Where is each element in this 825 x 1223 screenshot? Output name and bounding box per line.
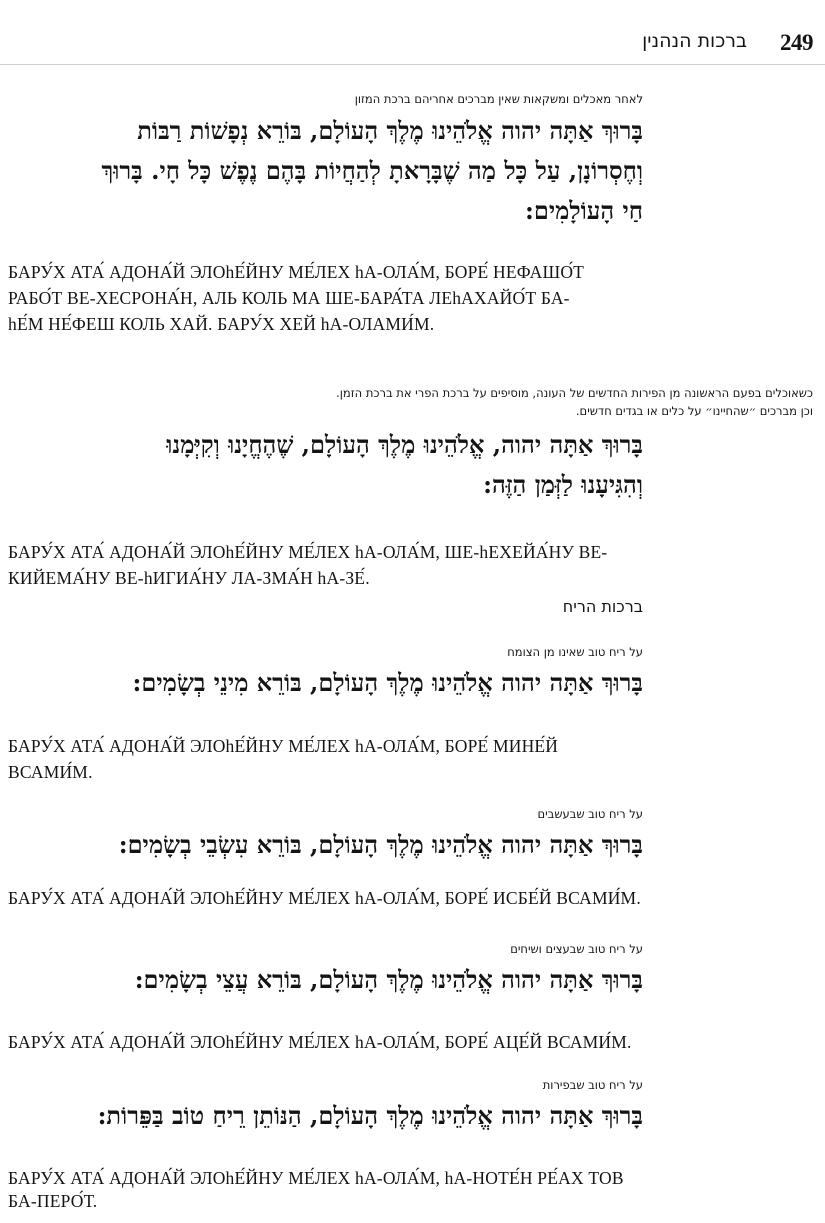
instruction-1: לאחר מאכלים ומשקאות שאין מברכים אחריהם ברכת המזון	[354, 92, 643, 106]
transliteration-3-line-2: ВСАМИ́М.	[8, 762, 93, 782]
transliteration-6-line-2: БА-ПЕРО́Т.	[8, 1191, 98, 1211]
section-title: ברכות הריח	[562, 597, 643, 616]
blessing-1-line-3: חַי הָעוֹלָמִים:	[525, 196, 643, 225]
instruction-2-line-1: כשאוכלים בפעם הראשונה מן הפירות החדשים של העונה, מוסיפים על ברכת הפרי את ברכת הזמן.	[336, 386, 813, 400]
blessing-3-line-1: בָּרוּךְ אַתָּה יהוה אֱלֹהֵינוּ מֶלֶךְ הָעוֹלָם, בּוֹרֵא מִינֵי בְשָׂמִים:	[132, 668, 643, 697]
instruction-5: על ריח טוב שבעצים ושיחים	[510, 942, 643, 956]
blessing-5-line-1: בָּרוּךְ אַתָּה יהוה אֱלֹהֵינוּ מֶלֶךְ הָעוֹלָם, בּוֹרֵא עֲצֵי בְשָׂמִים:	[134, 965, 643, 994]
transliteration-2-line-2: КИЙЕМА́НУ ВЕ-hИГИА́НУ ЛА-ЗМА́Н hА-ЗЕ́.	[8, 568, 370, 588]
instruction-4: על ריח טוב שבעשבים	[537, 807, 643, 821]
page-number: 249	[780, 30, 813, 55]
instruction-6: על ריח טוב שבפירות	[542, 1078, 643, 1092]
header-divider	[0, 64, 825, 65]
instruction-2-line-2: וכן מברכים ״שהחיינו״ על כלים או בגדים חדשים.	[575, 404, 813, 418]
running-title: ברכות הנהנין	[642, 30, 747, 52]
instruction-3: על ריח טוב שאינו מן הצומח	[507, 645, 643, 659]
transliteration-1-line-2: РАБО́Т ВЕ-ХЕСРОНА́Н, АЛЬ КОЛЬ МА ШЕ-БАРА́ТА ЛЕhАХАЙО́Т БА-	[8, 288, 570, 308]
transliteration-4-line-1: БАРУ́Х АТА́ АДОНА́Й ЭЛОhЕ́ЙНУ МЕ́ЛЕХ hА-ОЛА́М, БОРЕ́ ИСБЕ́Й ВСАМИ́М.	[8, 888, 641, 908]
transliteration-5-line-1: БАРУ́Х АТА́ АДОНА́Й ЭЛОhЕ́ЙНУ МЕ́ЛЕХ hА-ОЛА́М, БОРЕ́ АЦЕ́Й ВСАМИ́М.	[8, 1032, 632, 1052]
transliteration-1-line-1: БАРУ́Х АТА́ АДОНА́Й ЭЛОhЕ́ЙНУ МЕ́ЛЕХ hА-ОЛА́М, БОРЕ́ НЕФАШО́Т	[8, 262, 585, 282]
blessing-2-line-2: וְהִגִּיעָנוּ לַזְּמַן הַזֶּה:	[483, 470, 643, 499]
transliteration-6-line-1: БАРУ́Х АТА́ АДОНА́Й ЭЛОhЕ́ЙНУ МЕ́ЛЕХ hА-ОЛА́М, hА-НОТЕ́Н РЕ́АХ ТОВ	[8, 1168, 624, 1188]
blessing-4-line-1: בָּרוּךְ אַתָּה יהוה אֱלֹהֵינוּ מֶלֶךְ הָעוֹלָם, בּוֹרֵא עִשְׂבֵי בְשָׂמִים:	[118, 830, 643, 859]
transliteration-2-line-1: БАРУ́Х АТА́ АДОНА́Й ЭЛОhЕ́ЙНУ МЕ́ЛЕХ hА-ОЛА́М, ШЕ-hЕХЕЙА́НУ ВЕ-	[8, 542, 608, 562]
transliteration-3-line-1: БАРУ́Х АТА́ АДОНА́Й ЭЛОhЕ́ЙНУ МЕ́ЛЕХ hА-ОЛА́М, БОРЕ́ МИНЕ́Й	[8, 736, 559, 756]
transliteration-1-line-3: hЕ́М НЕ́ФЕШ КОЛЬ ХАЙ. БАРУ́Х ХЕЙ hА-ОЛАМИ́М.	[8, 314, 435, 334]
blessing-6-line-1: בָּרוּךְ אַתָּה יהוה אֱלֹהֵינוּ מֶלֶךְ הָעוֹלָם, הַנּוֹתֵן רֵיחַ טוֹב בַּפֵּרוֹת:	[97, 1101, 643, 1130]
blessing-1-line-1: בָּרוּךְ אַתָּה יהוה אֱלֹהֵינוּ מֶלֶךְ הָעוֹלָם, בּוֹרֵא נְפָשׁוֹת רַבּוֹת	[137, 116, 643, 145]
blessing-2-line-1: בָּרוּךְ אַתָּה יהוה, אֱלֹהֵינוּ מֶלֶךְ הָעוֹלָם, שֶׁהֶחֱיָנוּ וְקִיְּמָנוּ	[166, 430, 643, 459]
blessing-1-line-2: וְחֶסְרוֹנָן, עַל כָּל מַה שֶׁבָּרָאתָ לְהַחֲיוֹת בָּהֶם נֶפֶשׁ כָּל חָי. בָּרוּךְ	[101, 156, 643, 185]
